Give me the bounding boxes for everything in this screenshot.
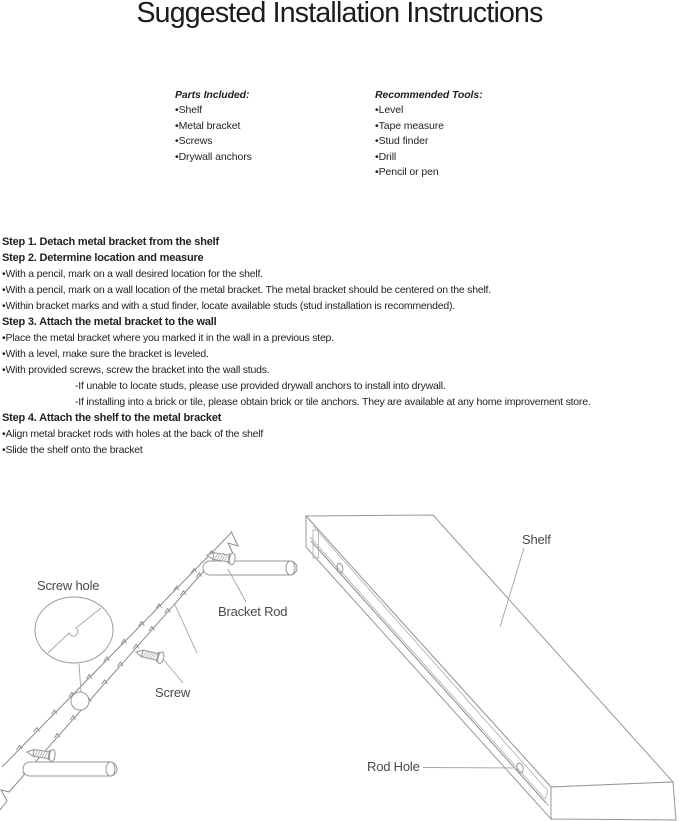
list-item: •Pencil or pen (375, 166, 439, 179)
step-bullet: •With a level, make sure the bracket is leveled. (2, 348, 209, 360)
bracket-rod-top (203, 561, 297, 575)
step-heading: Step 1. Detach metal bracket from the shelf (2, 236, 219, 248)
list-item: •Drywall anchors (175, 150, 252, 163)
tools-heading: Recommended Tools: (375, 89, 483, 101)
bracket-rod-bottom (23, 762, 117, 776)
step-heading: Step 4. Attach the shelf to the metal bracket (2, 412, 222, 424)
step-bullet: •Place the metal bracket where you marked it in the wall in a previous step. (2, 332, 334, 344)
list-item: •Metal bracket (175, 119, 241, 132)
list-item: •Tape measure (375, 119, 444, 132)
installation-diagram (0, 480, 679, 821)
screw-label: Screw (155, 685, 191, 700)
shelf-end-face (551, 782, 676, 820)
list-item: •Drill (375, 150, 397, 163)
bracket-torn-edge-bottom (0, 790, 9, 810)
step-bullet: •Within bracket marks and with a stud finder, locate available studs (stud installation is recommended). (2, 300, 455, 312)
shelf-label: Shelf (522, 532, 551, 547)
bracket-rod-label: Bracket Rod (218, 604, 288, 619)
parts-heading: Parts Included: (175, 89, 250, 101)
step-bullet: •With a pencil, mark on a wall desired location for the shelf. (2, 268, 263, 280)
magnifier-circle (35, 597, 113, 663)
recommended-tools-list (375, 88, 483, 180)
screw-hole-marker-circle (71, 692, 89, 710)
step-bullet: •With a pencil, mark on a wall location of the metal bracket. The metal bracket should be centered on the shelf. (2, 284, 491, 296)
step-heading: Step 3. Attach the metal bracket to the wall (2, 316, 217, 328)
parts-included-list (175, 88, 252, 165)
page-title: Suggested Installation Instructions (136, 0, 543, 29)
list-item: •Shelf (175, 104, 203, 117)
step-sub-note: -If unable to locate studs, please use provided drywall anchors to install into drywall. (75, 380, 446, 392)
step-bullet: •Slide the shelf onto the bracket (2, 444, 143, 456)
installation-steps (2, 234, 591, 458)
shelf-drawing (306, 515, 676, 820)
list-item: •Stud finder (375, 135, 429, 148)
step-bullet: •Align metal bracket rods with holes at the back of the shelf (2, 428, 264, 440)
screw-hole-label: Screw hole (37, 578, 100, 593)
list-item: •Screws (175, 135, 213, 148)
rod-hole-label: Rod Hole (367, 759, 420, 774)
list-item: •Level (375, 104, 404, 117)
screw-leader (163, 659, 183, 683)
rod-hole-leader (423, 768, 513, 769)
step-sub-note: -If installing into a brick or tile, please obtain brick or tile anchors. They are available at any home improvement store. (75, 396, 591, 408)
screw-middle (135, 646, 165, 664)
step-heading: Step 2. Determine location and measure (2, 252, 204, 264)
screw-bottom (26, 746, 56, 762)
bracket-leader (175, 605, 197, 653)
step-bullet: •With provided screws, screw the bracket into the wall studs. (2, 364, 270, 376)
